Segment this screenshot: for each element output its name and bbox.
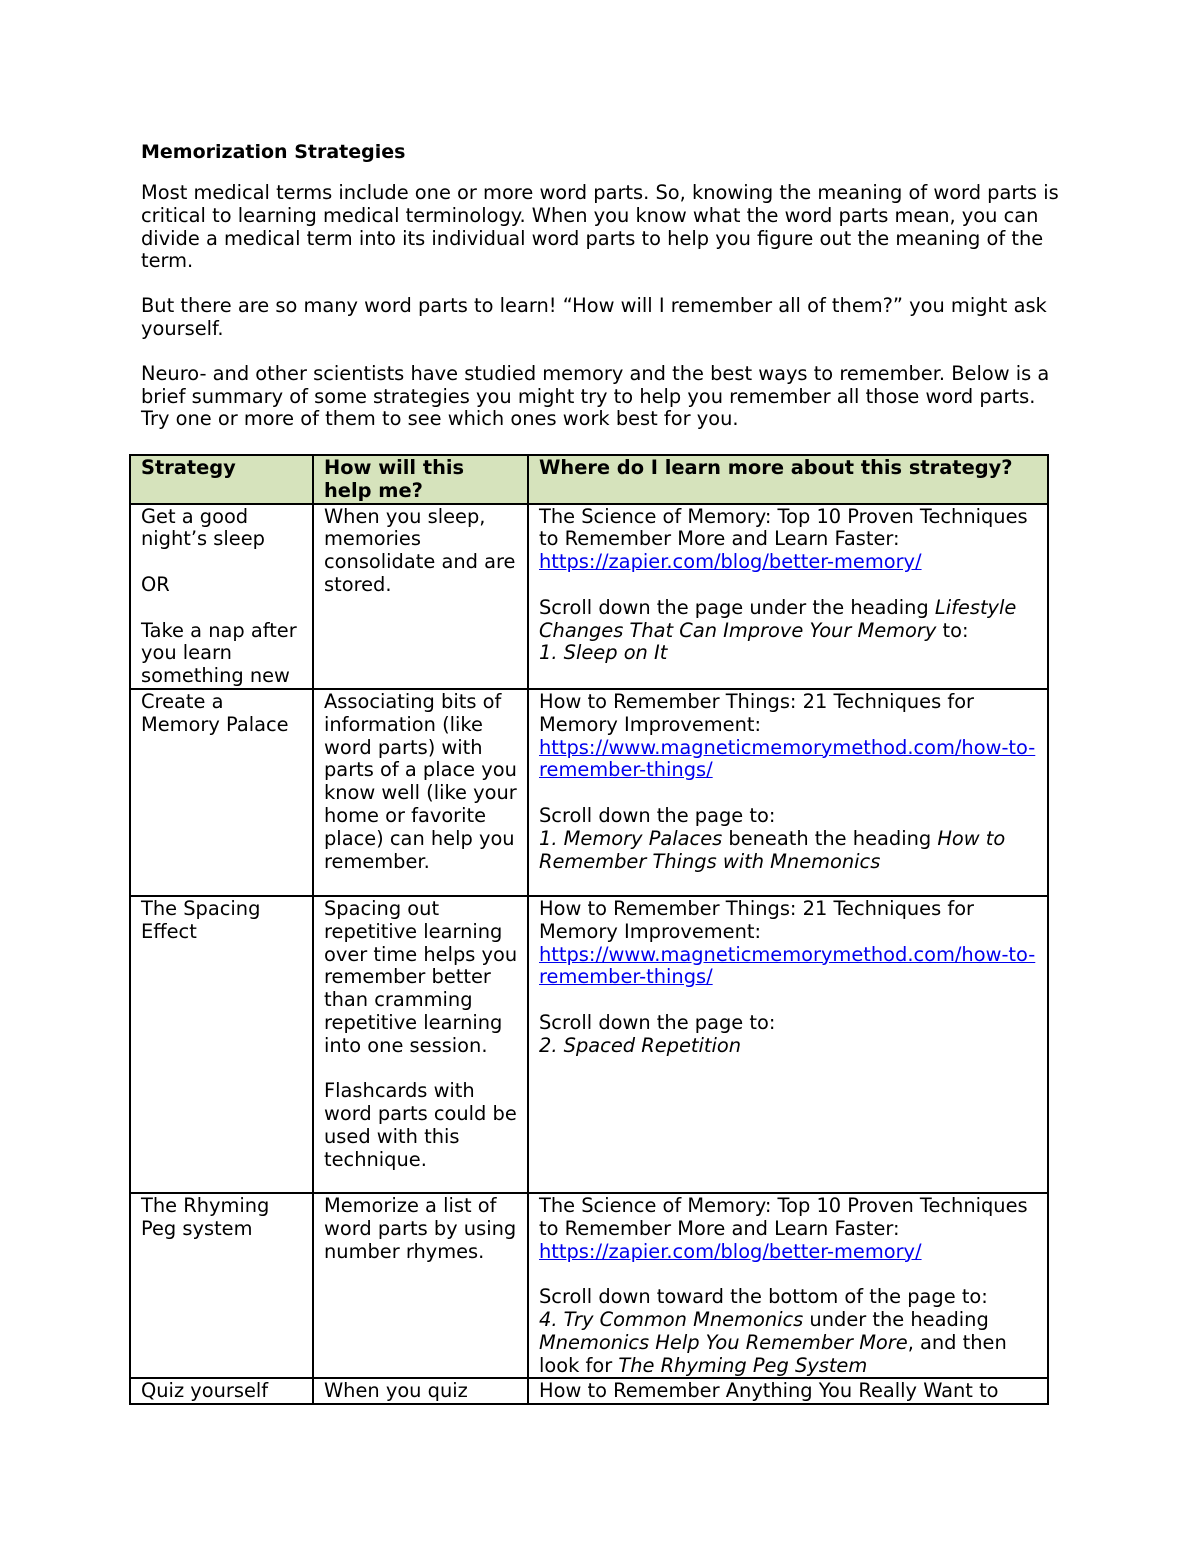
table-row [130, 896, 1048, 1193]
table-row [130, 689, 1048, 896]
strategy-cell [130, 1378, 313, 1404]
source-cell [528, 1193, 1048, 1378]
source-link[interactable]: https://www.magneticmemorymethod.com/how-to-remember-things/ [539, 942, 1036, 989]
document-title: Memorization Strategies [141, 141, 406, 163]
table-row [130, 504, 1048, 689]
source-instruction: Scroll down toward the bottom of the page to: [539, 1285, 988, 1309]
instruction-detail: 1. Memory Palaces beneath the heading How to Remember Things with Mnemonics [539, 826, 1006, 873]
question-paragraph: But there are so many word parts to learn! “How will I remember all of them?” you might ask yourself. [141, 294, 1047, 340]
strategy-text: Quiz yourself [141, 1379, 269, 1403]
help-cell [313, 1378, 528, 1404]
source-title: The Science of Memory: Top 10 Proven Techniques to Remember More and Learn Faster: [539, 504, 1028, 551]
instruction-heading: Lifestyle Changes That Can Improve Your Memory [539, 595, 1017, 642]
source-instruction: Scroll down the page to: [539, 1010, 776, 1034]
source-title: How to Remember Anything You Really Want to [539, 1379, 999, 1403]
strategy-text-alt: Take a nap after you learn something new [141, 618, 297, 688]
instruction-item: 2. Spaced Repetition [539, 1033, 742, 1057]
source-cell [528, 1378, 1048, 1404]
source-cell [528, 689, 1048, 896]
header-help: How will this help me? [313, 455, 528, 504]
source-title: The Science of Memory: Top 10 Proven Techniques to Remember More and Learn Faster: [539, 1193, 1028, 1240]
help-cell [313, 504, 528, 689]
strategy-text: Get a good night’s sleep [141, 504, 265, 551]
strategy-table [129, 454, 1049, 1405]
header-learn-more: Where do I learn more about this strategy? [528, 455, 1048, 504]
summary-paragraph: Neuro- and other scientists have studied memory and the best ways to remember. Below is a brief summary of some strategies you might try to help you remember all those word parts. Try one or more of them to see which ones work best for you. [141, 361, 1050, 431]
source-title: How to Remember Things: 21 Techniques for Memory Improvement: [539, 689, 975, 736]
strategy-cell [130, 689, 313, 896]
strategy-text: The Rhyming Peg system [141, 1193, 270, 1240]
instruction-detail: 4. Try Common Mnemonics under the heading Mnemonics Help You Remember More, and then look for The Rhyming Peg System [539, 1307, 1007, 1377]
header-strategy: Strategy [130, 455, 313, 504]
source-title: How to Remember Things: 21 Techniques for Memory Improvement: [539, 896, 975, 943]
table-row [130, 1378, 1048, 1404]
source-instruction: Scroll down the page under the heading Lifestyle Changes That Can Improve Your Memory to: [539, 595, 1017, 642]
strategy-text: The Spacing Effect [141, 896, 261, 943]
source-link[interactable]: https://www.magneticmemorymethod.com/how-to-remember-things/ [539, 735, 1036, 782]
source-instruction: Scroll down the page to: [539, 803, 776, 827]
help-cell [313, 896, 528, 1193]
help-text: When you quiz [324, 1379, 468, 1403]
source-cell [528, 504, 1048, 689]
help-cell [313, 1193, 528, 1378]
table-row [130, 1193, 1048, 1378]
source-link[interactable]: https://zapier.com/blog/better-memory/ [539, 550, 922, 574]
help-text-extra: Flashcards with word parts could be used with this technique. [324, 1079, 517, 1171]
strategy-cell [130, 896, 313, 1193]
source-link[interactable]: https://zapier.com/blog/better-memory/ [539, 1239, 922, 1263]
help-text: Spacing out repetitive learning over time helps you remember better than cramming repetitive learning into one session. [324, 896, 518, 1057]
help-text: Associating bits of information (like word parts) with parts of a place you know well (like your home or favorite place) can help you remember. [324, 689, 517, 873]
source-cell [528, 896, 1048, 1193]
help-cell [313, 689, 528, 896]
strategy-or: OR [141, 572, 170, 596]
document-body [141, 140, 1061, 453]
strategy-cell [130, 1193, 313, 1378]
table-header-row [130, 455, 1048, 504]
intro-paragraph: Most medical terms include one or more word parts. So, knowing the meaning of word parts is critical to learning medical terminology. When you know what the word parts mean, you can divide a medical term into its individual word parts to help you figure out the meaning of the term. [141, 181, 1059, 273]
strategy-text: Create a Memory Palace [141, 689, 289, 736]
instruction-item: 1. Sleep on It [539, 641, 668, 665]
strategy-cell [130, 504, 313, 689]
help-text: When you sleep, memories consolidate and are stored. [324, 504, 516, 596]
help-text: Memorize a list of word parts by using number rhymes. [324, 1193, 517, 1263]
